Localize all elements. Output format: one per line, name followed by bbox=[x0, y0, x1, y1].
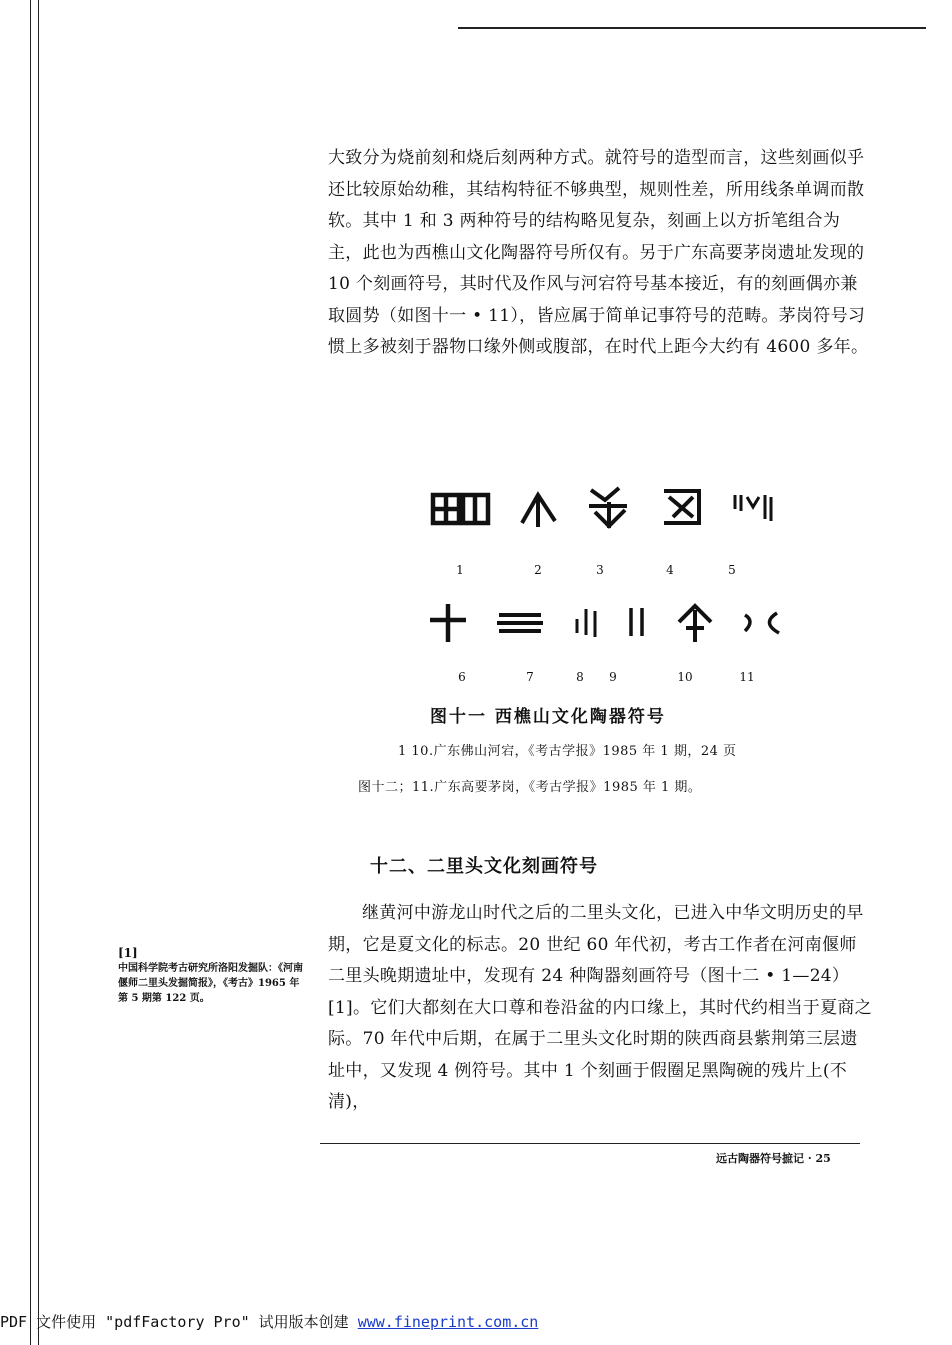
symbol-11-icon bbox=[741, 607, 783, 637]
figure-number: 10 bbox=[677, 670, 693, 684]
symbol-1-icon bbox=[430, 487, 492, 527]
symbol-9-icon bbox=[626, 604, 648, 640]
page-footer: 远古陶器符号摭记 · 25 bbox=[716, 1152, 831, 1165]
figure-number: 8 bbox=[576, 670, 584, 684]
figure-number: 11 bbox=[739, 670, 755, 684]
figure-note-line-1: 1 10.广东佛山河宕，《考古学报》1985 年 1 期，24 页 bbox=[398, 744, 737, 759]
figure-number: 7 bbox=[526, 670, 534, 684]
section-title: 十二、二里头文化刻画符号 bbox=[370, 856, 598, 877]
figure-caption: 图十一 西樵山文化陶器符号 bbox=[430, 707, 666, 727]
symbol-10-icon bbox=[676, 600, 714, 644]
figure-number: 2 bbox=[534, 563, 542, 577]
symbol-6-icon bbox=[428, 600, 468, 644]
left-margin-line-inner bbox=[38, 0, 39, 1345]
body-paragraph-2 bbox=[328, 898, 873, 1119]
figure-number: 4 bbox=[666, 563, 674, 577]
figure-row-1 bbox=[430, 482, 775, 532]
symbol-7-icon bbox=[495, 607, 545, 637]
left-margin-line bbox=[30, 0, 31, 1345]
footnote bbox=[118, 946, 308, 1006]
body-paragraph-1 bbox=[328, 143, 873, 364]
symbol-8-icon bbox=[573, 605, 599, 639]
paragraph-text: 继黄河中游龙山时代之后的二里头文化，已进入中华文明历史的早期，它是夏文化的标志。20 世纪 60 年代初，考古工作者在河南偃师二里头晚期遗址中，发现有 24 种陶器刻画符号（图十二 • 1—24）[1]。它们大都刻在大口尊和卷沿盆的内口缘上，其时代约相当于夏商之际。70 年代中后期，在属于二里头文化时期的陕西商县紫荆第三层遗址中，又发现 4 例符号。其中 1 个刻画于假圈足黑陶碗的残片上(不清)， bbox=[328, 903, 872, 1112]
banner-text: PDF 文件使用 "pdfFactory Pro" 试用版本创建 bbox=[0, 1313, 358, 1331]
symbol-2-icon bbox=[518, 485, 558, 529]
symbol-5-icon bbox=[731, 491, 775, 523]
figure-number: 5 bbox=[728, 563, 736, 577]
figure-row-2 bbox=[428, 600, 783, 644]
footnote-text: 中国科学院考古研究所洛阳发掘队：《河南偃师二里头发掘简报》，《考古》1965 年第 5 期第 122 页。 bbox=[118, 963, 303, 1004]
figure-number: 9 bbox=[609, 670, 617, 684]
figure-number: 3 bbox=[596, 563, 604, 577]
symbol-3-icon bbox=[585, 482, 633, 532]
fineprint-link[interactable]: www.fineprint.com.cn bbox=[357, 1313, 539, 1331]
symbol-4-icon bbox=[659, 485, 705, 529]
footnote-mark: [1] bbox=[118, 946, 138, 960]
figure-note-line-2: 图十二；11.广东高要茅岗，《考古学报》1985 年 1 期。 bbox=[358, 780, 702, 795]
paragraph-text: 大致分为烧前刻和烧后刻两种方式。就符号的造型而言，这些刻画似乎还比较原始幼稚，其结构特征不够典型，规则性差，所用线条单调而散软。其中 1 和 3 两种符号的结构略见复杂，刻画上以方折笔组合为主，此也为西樵山文化陶器符号所仅有。另于广东高要茅岗遗址发现的 10 个刻画符号，其时代及作风与河宕符号基本接近，有的刻画偶亦兼取圆势（如图十一 • 11），皆应属于简单记事符号的范畴。茅岗符号习惯上多被刻于器物口缘外侧或腹部，在时代上距今大约有 4600 多年。 bbox=[328, 148, 869, 357]
figure-number: 1 bbox=[456, 563, 464, 577]
header-rule bbox=[458, 27, 926, 29]
pdf-creator-banner bbox=[0, 1311, 538, 1332]
figure-number: 6 bbox=[458, 670, 466, 684]
footer-rule bbox=[320, 1143, 860, 1144]
